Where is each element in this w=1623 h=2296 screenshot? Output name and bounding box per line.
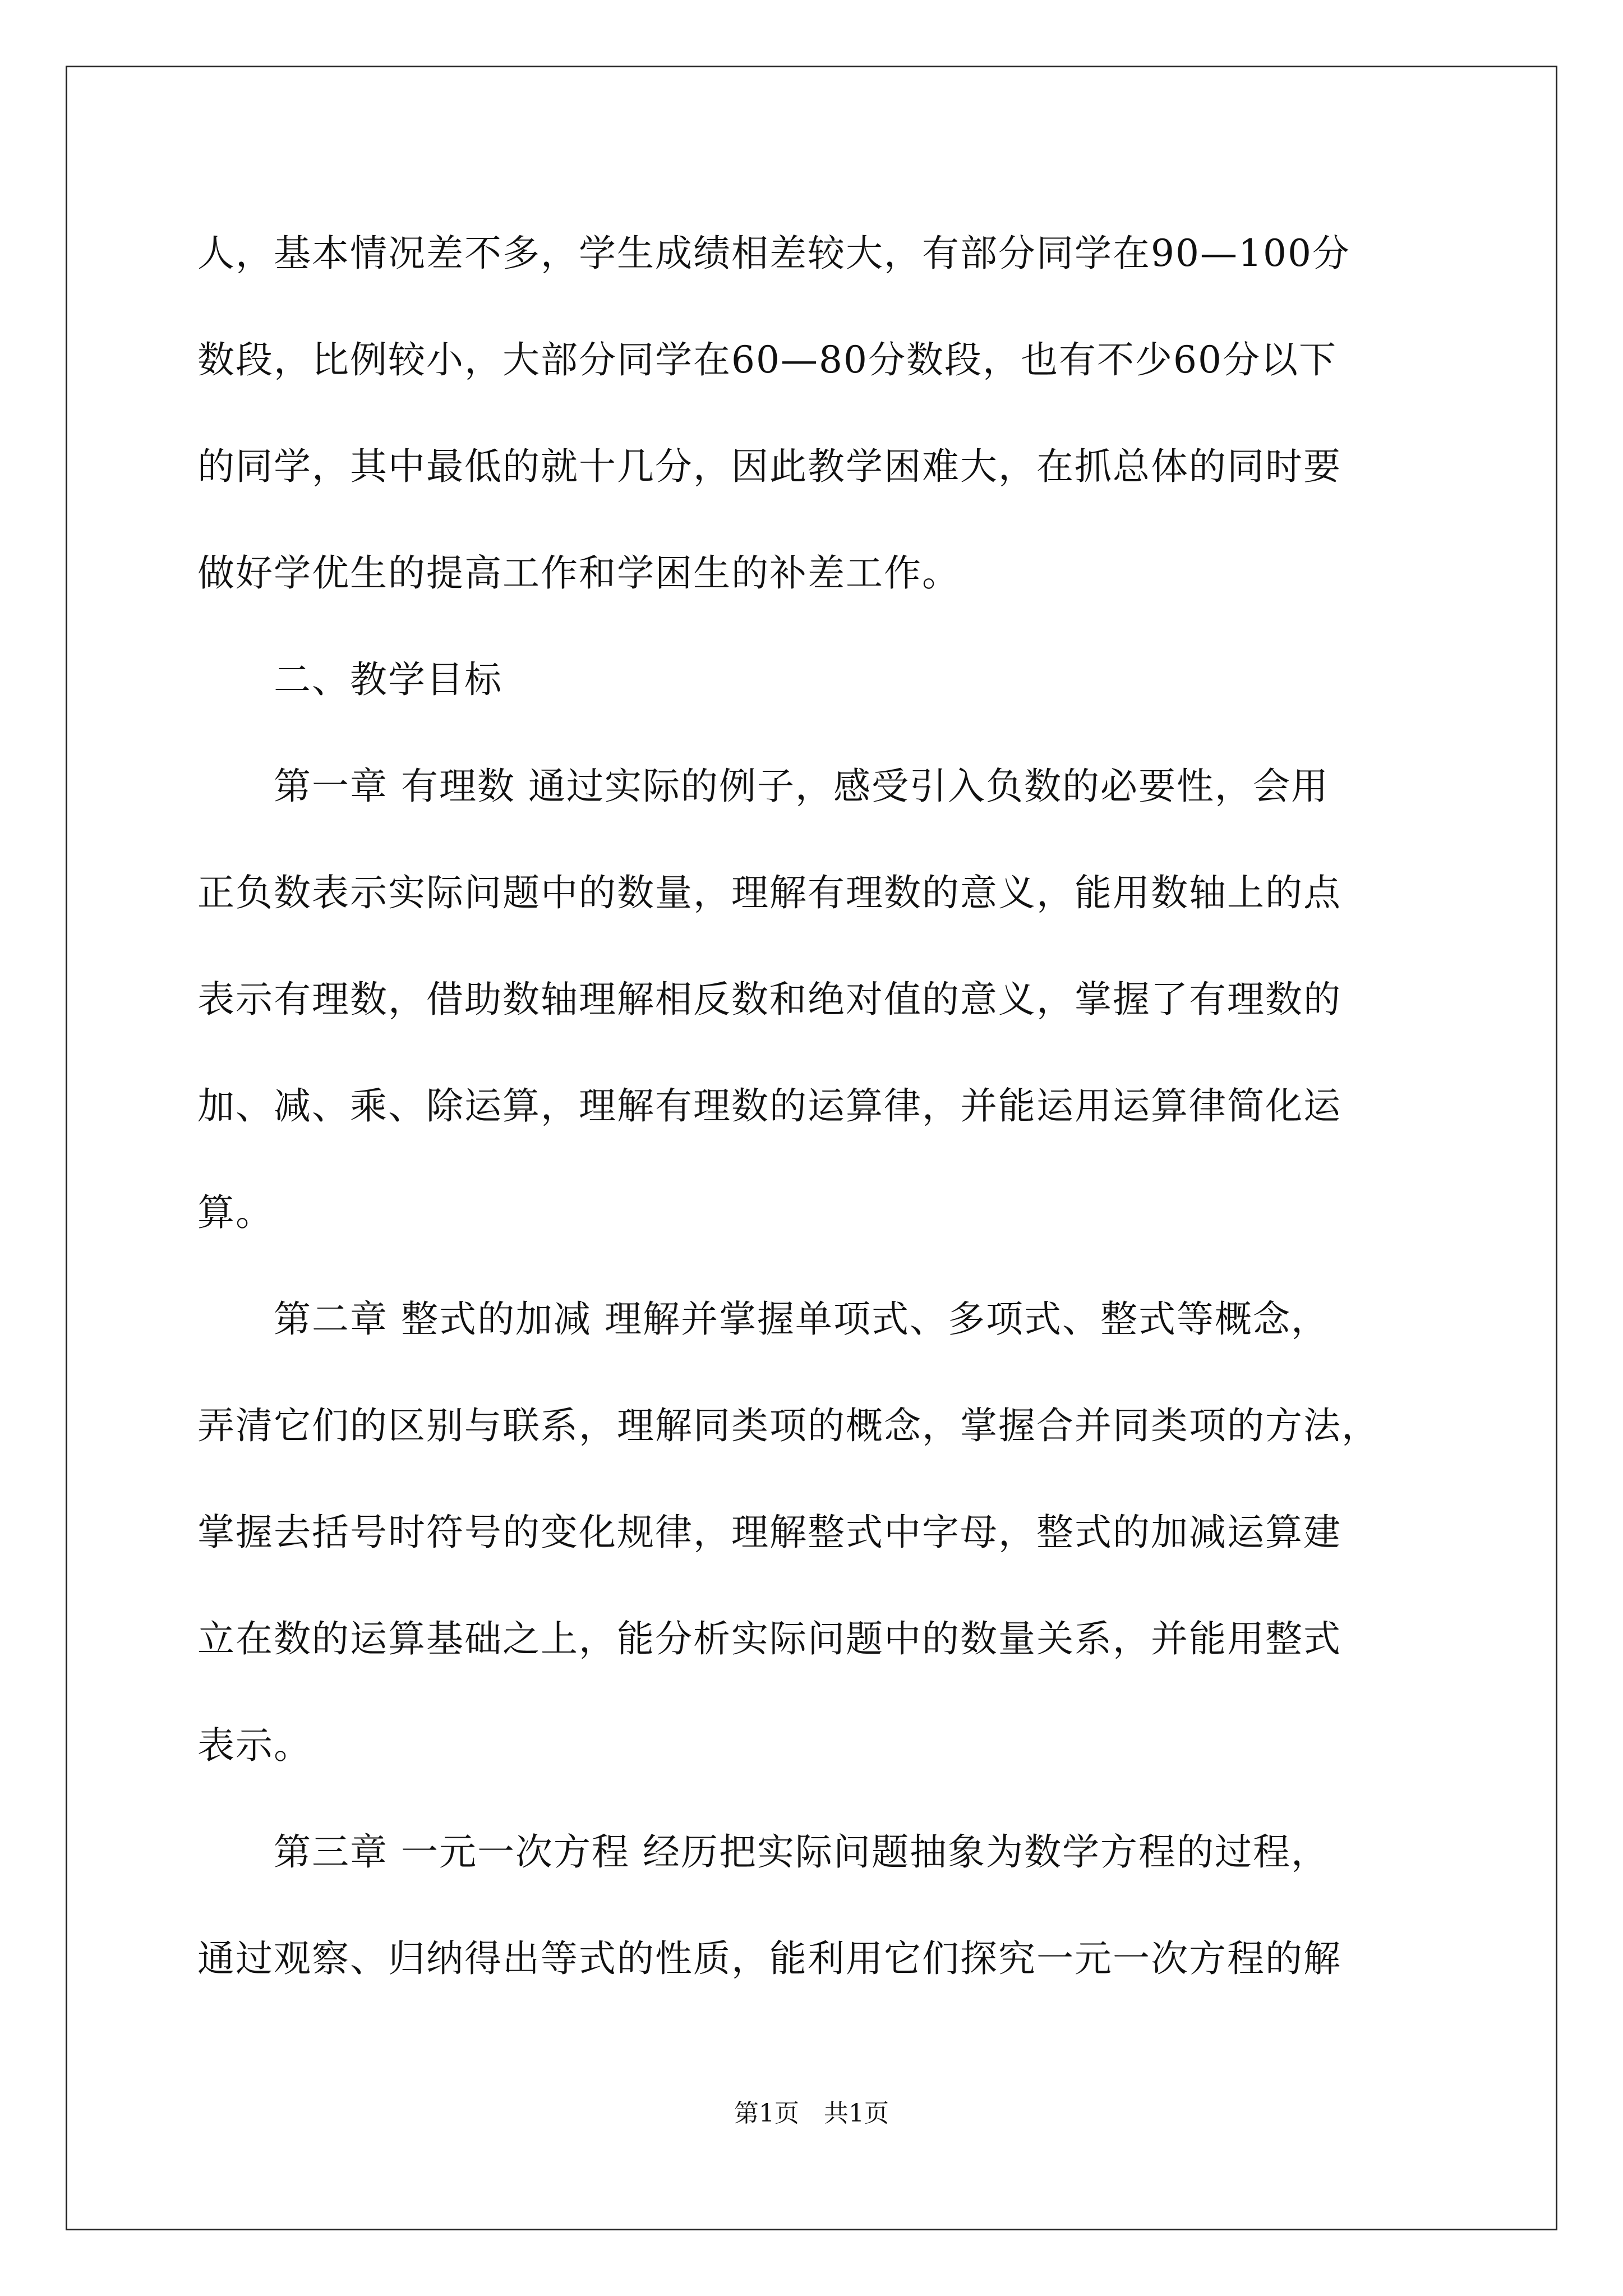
body-text-line: 做好学优生的提高工作和学困生的补差工作。 bbox=[197, 551, 960, 595]
body-text-line: 数段，比例较小，大部分同学在60—80分数段，也有不少60分以下 bbox=[197, 338, 1337, 381]
body-text-line: 表示。 bbox=[197, 1724, 312, 1767]
body-text-line: 算。 bbox=[197, 1191, 274, 1234]
body-text-line: 弄清它们的区别与联系，理解同类项的概念，掌握合并同类项的方法， bbox=[197, 1404, 1380, 1447]
body-text-line: 正负数表示实际问题中的数量，理解有理数的意义，能用数轴上的点 bbox=[197, 871, 1341, 914]
page-number-footer: 第1页 共1页 bbox=[734, 2099, 889, 2128]
body-text-line: 的同学，其中最低的就十几分，因此教学困难大，在抓总体的同时要 bbox=[197, 445, 1341, 488]
body-text-line: 通过观察、归纳得出等式的性质，能利用它们探究一元一次方程的解 bbox=[197, 1937, 1341, 1980]
body-text-line: 第三章 一元一次方程 经历把实际问题抽象为数学方程的过程， bbox=[197, 1830, 1329, 1874]
body-text-line: 第一章 有理数 通过实际的例子，感受引入负数的必要性，会用 bbox=[197, 765, 1329, 808]
body-text-line: 第二章 整式的加减 理解并掌握单项式、多项式、整式等概念， bbox=[197, 1297, 1329, 1341]
body-text-line: 加、减、乘、除运算，理解有理数的运算律，并能运用运算律简化运 bbox=[197, 1084, 1341, 1128]
body-text-line: 立在数的运算基础之上，能分析实际问题中的数量关系，并能用整式 bbox=[197, 1617, 1341, 1660]
body-text-line: 人，基本情况差不多，学生成绩相差较大，有部分同学在90—100分 bbox=[197, 232, 1350, 275]
body-text-line: 表示有理数，借助数轴理解相反数和绝对值的意义，掌握了有理数的 bbox=[197, 978, 1341, 1021]
body-text-line: 掌握去括号时符号的变化规律，理解整式中字母，整式的加减运算建 bbox=[197, 1511, 1341, 1554]
section-heading: 二、教学目标 bbox=[197, 658, 502, 701]
page-border bbox=[66, 66, 1557, 2230]
